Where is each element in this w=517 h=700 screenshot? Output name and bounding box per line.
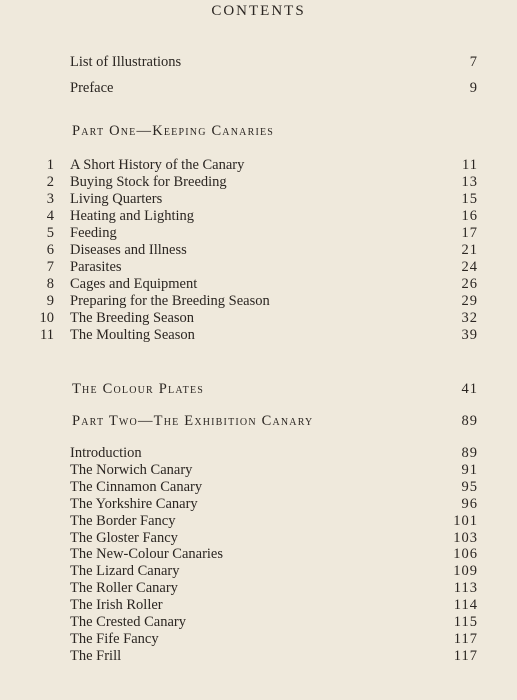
entry-page: 95	[461, 478, 478, 495]
toc-entry	[0, 445, 517, 462]
entry-page: 89	[461, 445, 478, 461]
entry-label: Diseases and Illness	[70, 242, 187, 258]
toc-entry	[0, 242, 517, 259]
entry-page: 16	[461, 208, 478, 224]
entry-page: 17	[461, 225, 478, 241]
toc-entry	[0, 462, 517, 479]
page-title: CONTENTS	[211, 3, 306, 19]
entry-label: A Short History of the Canary	[70, 157, 245, 173]
entry-label: The Moulting Season	[70, 327, 195, 343]
entry-page: 26	[461, 276, 478, 292]
chapter-number: 7	[46, 259, 54, 275]
entry-label: The Fife Fancy	[70, 630, 159, 647]
toc-entry	[0, 496, 517, 513]
toc-entry	[0, 530, 517, 547]
entry-label: Living Quarters	[70, 191, 163, 207]
entry-label: The Cinnamon Canary	[70, 478, 203, 495]
entry-page: 32	[461, 310, 478, 326]
toc-entry	[0, 580, 517, 597]
entry-page: 15	[461, 191, 478, 207]
entry-page: 117	[453, 647, 478, 664]
entry-page: 91	[461, 461, 478, 478]
chapter-number: 11	[40, 327, 54, 343]
colour-plates-heading: The Colour Plates	[72, 381, 205, 397]
entry-label: Buying Stock for Breeding	[70, 174, 227, 190]
toc-entry	[0, 80, 517, 97]
entry-page: 21	[461, 242, 478, 258]
chapter-number: 4	[46, 208, 54, 224]
entry-page: 39	[461, 327, 478, 343]
toc-entry	[0, 157, 517, 174]
toc-entry	[0, 174, 517, 191]
toc-entry	[0, 276, 517, 293]
toc-entry	[0, 259, 517, 276]
entry-page: 24	[461, 259, 478, 275]
entry-label: Preface	[70, 80, 114, 96]
entry-label: Introduction	[70, 445, 142, 461]
entry-page: 13	[461, 174, 478, 190]
chapter-number: 5	[46, 225, 54, 241]
entry-page: 113	[453, 580, 478, 597]
entry-label: Preparing for the Breeding Season	[70, 293, 270, 309]
entry-page: 106	[453, 546, 478, 563]
toc-entry	[0, 614, 517, 631]
toc-entry	[0, 208, 517, 225]
chapter-number: 9	[46, 293, 54, 309]
entry-label: Cages and Equipment	[70, 276, 198, 292]
toc-entry	[0, 225, 517, 242]
chapter-number: 8	[46, 276, 54, 292]
entry-page: 7	[469, 54, 478, 70]
entry-label: The Norwich Canary	[70, 461, 193, 478]
chapter-number: 3	[46, 191, 54, 207]
toc-entry	[0, 191, 517, 208]
toc-entry	[0, 563, 517, 580]
entry-label: The New-Colour Canaries	[70, 546, 224, 563]
entry-label: The Border Fancy	[70, 512, 176, 529]
entry-page: 117	[453, 630, 478, 647]
entry-label: The Breeding Season	[70, 310, 195, 326]
entry-label: The Yorkshire Canary	[70, 495, 198, 512]
entry-page: 109	[453, 563, 478, 580]
toc-entry	[0, 327, 517, 344]
entry-page: 101	[453, 512, 478, 529]
toc-entry	[0, 310, 517, 327]
toc-entry	[0, 631, 517, 648]
entry-label: Parasites	[70, 259, 122, 275]
entry-label: Feeding	[70, 225, 117, 241]
toc-entry	[0, 513, 517, 530]
entry-label: The Gloster Fancy	[70, 529, 178, 546]
colour-plates-page: 41	[461, 381, 478, 397]
chapter-number: 6	[46, 242, 54, 258]
chapter-number: 10	[39, 310, 54, 326]
entry-label: List of Illustrations	[70, 54, 182, 70]
entry-label: The Lizard Canary	[70, 563, 180, 580]
toc-entry	[0, 54, 517, 71]
entry-label: The Roller Canary	[70, 580, 178, 597]
toc-entry	[0, 479, 517, 496]
toc-entry	[0, 546, 517, 563]
entry-label: Heating and Lighting	[70, 208, 195, 224]
part-two-page: 89	[461, 413, 478, 429]
toc-entry	[0, 648, 517, 665]
entry-page: 11	[462, 157, 478, 173]
entry-label: The Irish Roller	[70, 597, 163, 614]
entry-label: The Crested Canary	[70, 614, 186, 630]
entry-page: 103	[453, 529, 478, 546]
part-two-heading: Part Two—The Exhibition Canary	[72, 413, 314, 429]
part-one-heading: Part One—Keeping Canaries	[72, 123, 275, 139]
entry-page: 115	[453, 614, 478, 630]
chapter-number: 2	[46, 174, 54, 190]
chapter-number: 1	[46, 157, 54, 173]
entry-page: 96	[461, 495, 478, 512]
entry-page: 9	[469, 80, 478, 96]
entry-page: 114	[453, 597, 478, 614]
entry-label: The Frill	[70, 647, 122, 664]
toc-entry	[0, 293, 517, 310]
entry-page: 29	[461, 293, 478, 309]
toc-entry	[0, 597, 517, 614]
